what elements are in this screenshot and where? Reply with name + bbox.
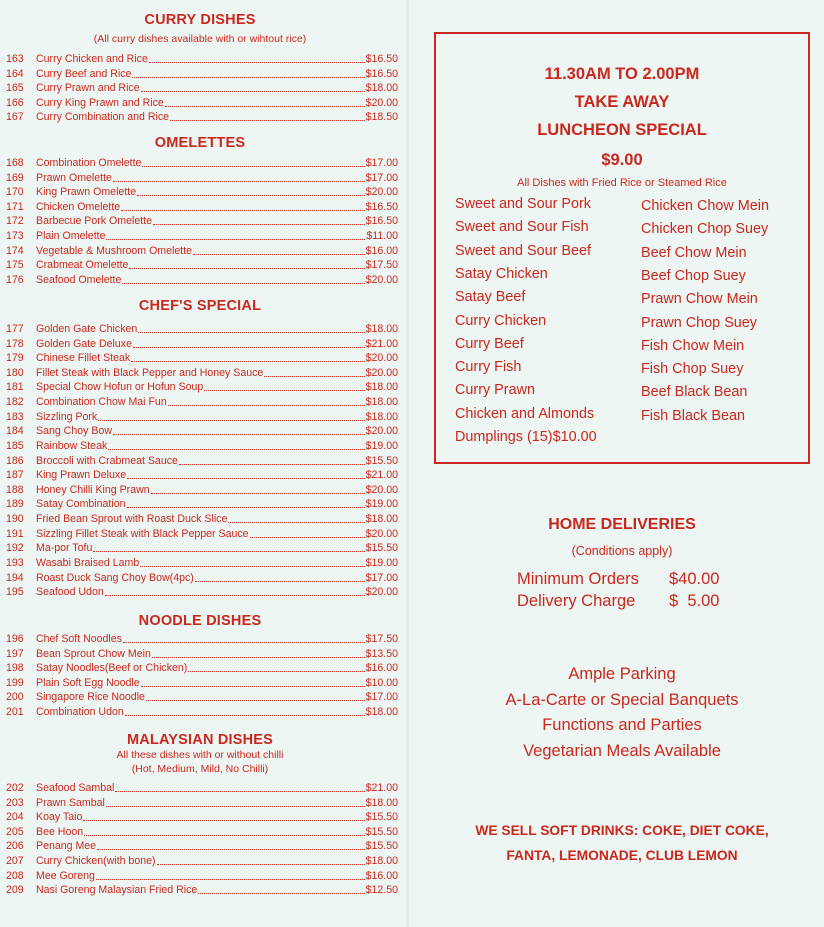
dot-leader bbox=[121, 200, 364, 211]
item-name: Plain Soft Egg Noodle bbox=[36, 676, 140, 689]
item-name: Chinese Fillet Steak bbox=[36, 352, 131, 365]
dot-leader bbox=[113, 171, 365, 182]
item-price: $15.50 bbox=[365, 825, 398, 838]
menu-item bbox=[6, 395, 398, 410]
menu-item bbox=[6, 322, 398, 337]
item-number: 187 bbox=[6, 469, 24, 482]
menu-item bbox=[6, 541, 398, 556]
item-name: Fillet Steak with Black Pepper and Honey Sauce bbox=[36, 366, 264, 379]
item-number: 206 bbox=[6, 840, 24, 853]
menu-item bbox=[6, 96, 398, 111]
menu-item bbox=[6, 351, 398, 366]
item-name: Crabmeat Omelette bbox=[36, 259, 129, 272]
menu-item bbox=[6, 468, 398, 483]
section-title: MALAYSIAN DISHES bbox=[126, 732, 274, 748]
item-price: $17.50 bbox=[365, 633, 398, 645]
item-name: Chef Soft Noodles bbox=[36, 633, 122, 645]
item-price: $20.00 bbox=[365, 527, 398, 540]
item-name: Golden Gate Deluxe bbox=[36, 337, 132, 350]
menu-item bbox=[6, 171, 398, 186]
dot-leader bbox=[195, 571, 365, 582]
deliveries-conditions: (Conditions apply) bbox=[571, 544, 673, 558]
menu-item bbox=[6, 214, 398, 229]
item-number: 194 bbox=[6, 571, 24, 584]
luncheon-item: Beef Chop Suey bbox=[641, 267, 746, 284]
menu-item bbox=[6, 527, 398, 542]
item-number: 174 bbox=[6, 244, 24, 257]
luncheon-item: Prawn Chop Suey bbox=[641, 314, 757, 331]
menu-item bbox=[6, 512, 398, 527]
dot-leader bbox=[113, 424, 365, 435]
luncheon-price: $9.00 bbox=[601, 151, 643, 169]
item-price: $20.00 bbox=[365, 273, 398, 286]
menu-item bbox=[6, 337, 398, 352]
dot-leader bbox=[97, 839, 365, 850]
item-price: $16.50 bbox=[365, 215, 398, 228]
home-deliveries-title: HOME DELIVERIES bbox=[548, 516, 696, 533]
item-name: Plain Omelette bbox=[36, 230, 106, 243]
item-number: 169 bbox=[6, 171, 24, 184]
item-price: $16.00 bbox=[365, 662, 398, 675]
menu-item bbox=[6, 632, 398, 647]
item-number: 182 bbox=[6, 396, 24, 409]
menu-item bbox=[6, 110, 398, 125]
luncheon-hours: 11.30AM TO 2.00PM bbox=[544, 65, 700, 83]
section-title: CURRY DISHES bbox=[144, 12, 256, 28]
item-price: $10.00 bbox=[365, 676, 398, 689]
item-number: 178 bbox=[6, 337, 24, 350]
dot-leader bbox=[123, 632, 365, 643]
item-number: 200 bbox=[6, 691, 24, 704]
item-name: Barbecue Pork Omelette bbox=[36, 215, 152, 228]
menu-item bbox=[6, 81, 398, 96]
item-price: $18.00 bbox=[365, 706, 398, 719]
luncheon-item: Sweet and Sour Fish bbox=[455, 219, 589, 236]
luncheon-item: Fish Black Bean bbox=[641, 407, 745, 424]
dot-leader bbox=[127, 497, 365, 508]
item-name: Prawn Sambal bbox=[36, 796, 105, 809]
item-number: 168 bbox=[6, 157, 24, 169]
item-number: 205 bbox=[6, 825, 24, 838]
item-name: Curry Chicken(with bone) bbox=[36, 855, 156, 868]
dot-leader bbox=[170, 110, 365, 121]
luncheon-item: Curry Fish bbox=[455, 359, 522, 376]
item-number: 167 bbox=[6, 111, 24, 124]
item-price: $18.00 bbox=[365, 855, 398, 868]
delivery-charge-value: $ 5.00 bbox=[669, 592, 720, 610]
item-name: Satay Combination bbox=[36, 498, 126, 511]
menu-item bbox=[6, 661, 398, 676]
dot-leader bbox=[140, 556, 364, 567]
take-away-label: TAKE AWAY bbox=[574, 93, 670, 111]
item-price: $16.50 bbox=[365, 53, 398, 65]
item-name: King Prawn Deluxe bbox=[36, 469, 127, 482]
luncheon-item: Curry Beef bbox=[455, 335, 524, 352]
item-number: 171 bbox=[6, 200, 24, 213]
item-number: 189 bbox=[6, 498, 24, 511]
dot-leader bbox=[98, 410, 364, 421]
item-price: $21.00 bbox=[365, 337, 398, 350]
item-name: Curry King Prawn and Rice bbox=[36, 96, 164, 109]
dot-leader bbox=[83, 810, 364, 821]
minimum-order-value: $40.00 bbox=[669, 570, 720, 588]
item-number: 193 bbox=[6, 556, 24, 569]
menu-item bbox=[6, 273, 398, 288]
luncheon-item: Chicken and Almonds bbox=[455, 405, 595, 422]
item-name: Wasabi Braised Lamb bbox=[36, 556, 140, 569]
item-price: $19.00 bbox=[365, 439, 398, 452]
item-name: Roast Duck Sang Choy Bow(4pc) bbox=[36, 571, 194, 584]
item-number: 201 bbox=[6, 706, 24, 719]
item-number: 183 bbox=[6, 410, 24, 423]
item-number: 180 bbox=[6, 366, 24, 379]
menu-left-column bbox=[0, 0, 404, 927]
item-name: Curry Prawn and Rice bbox=[36, 82, 140, 95]
item-number: 188 bbox=[6, 483, 24, 496]
dot-leader bbox=[146, 690, 365, 701]
item-price: $18.00 bbox=[365, 396, 398, 409]
dot-leader bbox=[84, 825, 364, 836]
item-price: $17.00 bbox=[365, 571, 398, 584]
soft-drinks-line-2: FANTA, LEMONADE, CLUB LEMON bbox=[506, 848, 738, 863]
item-number: 192 bbox=[6, 542, 24, 555]
menu-item bbox=[6, 690, 398, 705]
dot-leader bbox=[179, 454, 365, 465]
dot-leader bbox=[142, 156, 364, 167]
item-price: $18.00 bbox=[365, 796, 398, 809]
item-number: 179 bbox=[6, 352, 24, 365]
item-price: $19.00 bbox=[365, 556, 398, 569]
menu-item bbox=[6, 781, 398, 796]
section-note: All these dishes with or without chilli bbox=[116, 749, 284, 761]
item-name: Seafood Sambal bbox=[36, 782, 115, 794]
info-line-banquets: A-La-Carte or Special Banquets bbox=[505, 691, 739, 709]
item-name: Ma-por Tofu bbox=[36, 542, 93, 555]
item-price: $21.00 bbox=[365, 469, 398, 482]
item-name: Sizzling Pork bbox=[36, 410, 98, 423]
item-number: 198 bbox=[6, 662, 24, 675]
section-title: CHEF'S SPECIAL bbox=[138, 298, 262, 314]
menu-item bbox=[6, 258, 398, 273]
menu-item bbox=[6, 52, 398, 67]
item-name: Curry Combination and Rice bbox=[36, 111, 170, 124]
item-name: Curry Chicken and Rice bbox=[36, 53, 148, 65]
dot-leader bbox=[115, 781, 364, 792]
menu-item bbox=[6, 854, 398, 869]
dot-leader bbox=[152, 647, 365, 658]
item-price: $18.00 bbox=[365, 410, 398, 423]
menu-item bbox=[6, 676, 398, 691]
item-name: Special Chow Hofun or Hofun Soup bbox=[36, 381, 204, 394]
menu-item bbox=[6, 647, 398, 662]
section-note: (Hot, Medium, Mild, No Chilli) bbox=[131, 763, 269, 775]
item-number: 197 bbox=[6, 647, 24, 660]
luncheon-item: Beef Black Bean bbox=[641, 384, 748, 401]
item-name: Koay Taio bbox=[36, 811, 83, 824]
item-number: 203 bbox=[6, 796, 24, 809]
section-note: (All curry dishes available with or wihtout rice) bbox=[93, 33, 307, 45]
luncheon-item: Beef Chow Mein bbox=[641, 244, 747, 261]
delivery-charge-label: Delivery Charge bbox=[517, 592, 636, 610]
menu-item bbox=[6, 483, 398, 498]
menu-item bbox=[6, 424, 398, 439]
item-price: $20.00 bbox=[365, 96, 398, 109]
luncheon-item: Chicken Chop Suey bbox=[641, 221, 769, 238]
dot-leader bbox=[198, 883, 364, 894]
item-name: Combination Omelette bbox=[36, 157, 142, 169]
info-line-parking: Ample Parking bbox=[568, 665, 676, 683]
menu-item bbox=[6, 366, 398, 381]
dot-leader bbox=[127, 468, 365, 479]
dot-leader bbox=[151, 483, 365, 494]
menu-item bbox=[6, 705, 398, 720]
item-name: Satay Noodles(Beef or Chicken) bbox=[36, 662, 188, 675]
item-price: $17.00 bbox=[365, 157, 398, 169]
item-price: $16.00 bbox=[365, 244, 398, 257]
menu-item bbox=[6, 185, 398, 200]
item-price: $11.00 bbox=[366, 230, 398, 243]
menu-item bbox=[6, 796, 398, 811]
dot-leader bbox=[106, 229, 365, 240]
item-name: Sizzling Fillet Steak with Black Pepper Sauce bbox=[36, 527, 249, 540]
item-name: Combination Udon bbox=[36, 706, 124, 719]
item-number: 207 bbox=[6, 855, 24, 868]
item-number: 170 bbox=[6, 186, 24, 199]
soft-drinks-line-1: WE SELL SOFT DRINKS: COKE, DIET COKE, bbox=[475, 823, 769, 838]
dot-leader bbox=[131, 351, 364, 362]
dot-leader bbox=[141, 676, 365, 687]
item-name: Chicken Omelette bbox=[36, 200, 121, 213]
menu-item bbox=[6, 571, 398, 586]
item-price: $18.00 bbox=[365, 323, 398, 335]
luncheon-item: Fish Chop Suey bbox=[641, 361, 744, 378]
menu-item bbox=[6, 244, 398, 259]
menu-item bbox=[6, 497, 398, 512]
dot-leader bbox=[149, 52, 365, 63]
menu-item bbox=[6, 156, 398, 171]
menu-item bbox=[6, 839, 398, 854]
item-price: $16.50 bbox=[365, 200, 398, 213]
item-number: 177 bbox=[6, 323, 24, 335]
item-number: 184 bbox=[6, 425, 24, 438]
luncheon-item: Dumplings (15)$10.00 bbox=[455, 429, 597, 445]
item-number: 173 bbox=[6, 230, 24, 243]
item-price: $20.00 bbox=[365, 186, 398, 199]
item-name: Vegetable & Mushroom Omelette bbox=[36, 244, 193, 257]
menu-item bbox=[6, 825, 398, 840]
item-number: 181 bbox=[6, 381, 24, 394]
item-price: $16.50 bbox=[365, 67, 398, 80]
dot-leader bbox=[108, 439, 364, 450]
minimum-order-row bbox=[517, 570, 720, 589]
luncheon-note: All Dishes with Fried Rice or Steamed Rice bbox=[517, 177, 727, 189]
dot-leader bbox=[93, 541, 364, 552]
dot-leader bbox=[165, 96, 365, 107]
dot-leader bbox=[129, 258, 364, 269]
item-price: $20.00 bbox=[365, 352, 398, 365]
item-name: Mee Goreng bbox=[36, 869, 95, 882]
item-number: 208 bbox=[6, 869, 24, 882]
luncheon-item: Sweet and Sour Beef bbox=[455, 242, 592, 259]
item-price: $20.00 bbox=[365, 366, 398, 379]
info-line-functions: Functions and Parties bbox=[542, 716, 702, 734]
item-price: $19.00 bbox=[365, 498, 398, 511]
item-name: Seafood Udon bbox=[36, 586, 104, 599]
dot-leader bbox=[122, 273, 364, 284]
item-number: 186 bbox=[6, 454, 24, 467]
item-price: $20.00 bbox=[365, 425, 398, 438]
item-number: 195 bbox=[6, 586, 24, 599]
item-number: 199 bbox=[6, 676, 24, 689]
section-title: OMELETTES bbox=[154, 135, 246, 151]
dot-leader bbox=[105, 585, 365, 596]
menu-item bbox=[6, 585, 398, 600]
item-price: $16.00 bbox=[365, 869, 398, 882]
menu-item bbox=[6, 883, 398, 898]
item-price: $15.50 bbox=[365, 840, 398, 853]
item-name: Curry Beef and Rice bbox=[36, 67, 132, 80]
dot-leader bbox=[138, 322, 364, 333]
item-price: $20.00 bbox=[365, 586, 398, 599]
item-price: $17.50 bbox=[365, 259, 398, 272]
luncheon-item: Fish Chow Mein bbox=[641, 337, 745, 354]
dot-leader bbox=[188, 661, 364, 672]
item-price: $20.00 bbox=[365, 483, 398, 496]
item-name: Broccoli with Crabmeat Sauce bbox=[36, 454, 178, 467]
menu-item bbox=[6, 556, 398, 571]
dot-leader bbox=[228, 512, 364, 523]
item-number: 172 bbox=[6, 215, 24, 228]
item-price: $15.50 bbox=[365, 811, 398, 824]
menu-item bbox=[6, 200, 398, 215]
item-price: $18.00 bbox=[365, 82, 398, 95]
dot-leader bbox=[96, 869, 365, 880]
item-name: Nasi Goreng Malaysian Fried Rice bbox=[36, 884, 198, 897]
dot-leader bbox=[132, 67, 364, 78]
delivery-charge-row bbox=[517, 592, 720, 611]
dot-leader bbox=[137, 185, 364, 196]
section-title: NOODLE DISHES bbox=[138, 613, 262, 629]
dot-leader bbox=[168, 395, 365, 406]
dot-leader bbox=[106, 796, 365, 807]
item-price: $18.50 bbox=[365, 111, 398, 124]
menu-item bbox=[6, 67, 398, 82]
item-number: 202 bbox=[6, 782, 24, 794]
luncheon-item: Curry Chicken bbox=[455, 312, 547, 329]
menu-item bbox=[6, 410, 398, 425]
item-name: Golden Gate Chicken bbox=[36, 323, 138, 335]
item-number: 165 bbox=[6, 82, 24, 95]
item-number: 185 bbox=[6, 439, 24, 452]
menu-item bbox=[6, 869, 398, 884]
minimum-order-label: Minimum Orders bbox=[517, 570, 639, 588]
luncheon-item: Chicken Chow Mein bbox=[641, 198, 769, 214]
column-divider bbox=[406, 0, 409, 927]
luncheon-item: Sweet and Sour Pork bbox=[455, 196, 591, 212]
item-name: Bean Sprout Chow Mein bbox=[36, 647, 151, 660]
luncheon-special-box bbox=[434, 32, 810, 464]
luncheon-item: Curry Prawn bbox=[455, 382, 535, 399]
item-name: Combination Chow Mai Fun bbox=[36, 396, 167, 409]
item-name: Prawn Omelette bbox=[36, 171, 112, 184]
dot-leader bbox=[125, 705, 365, 716]
luncheon-title: LUNCHEON SPECIAL bbox=[537, 121, 707, 139]
item-price: $21.00 bbox=[365, 782, 398, 794]
item-number: 176 bbox=[6, 273, 24, 286]
item-name: Singapore Rice Noodle bbox=[36, 691, 145, 704]
dot-leader bbox=[133, 337, 365, 348]
item-price: $18.00 bbox=[365, 513, 398, 526]
item-name: Rainbow Steak bbox=[36, 439, 108, 452]
menu-item bbox=[6, 454, 398, 469]
dot-leader bbox=[141, 81, 365, 92]
dot-leader bbox=[193, 244, 365, 255]
item-number: 175 bbox=[6, 259, 24, 272]
item-name: Fried Bean Sprout with Roast Duck Slice bbox=[36, 513, 228, 526]
dot-leader bbox=[250, 527, 365, 538]
item-number: 209 bbox=[6, 884, 24, 897]
item-price: $13.50 bbox=[365, 647, 398, 660]
item-price: $18.00 bbox=[365, 381, 398, 394]
item-price: $12.50 bbox=[365, 884, 398, 897]
item-number: 166 bbox=[6, 96, 24, 109]
item-number: 190 bbox=[6, 513, 24, 526]
info-line-vegetarian: Vegetarian Meals Available bbox=[523, 742, 721, 760]
item-name: Seafood Omelette bbox=[36, 273, 122, 286]
dot-leader bbox=[264, 366, 364, 377]
item-name: Sang Choy Bow bbox=[36, 425, 112, 438]
menu-item bbox=[6, 810, 398, 825]
dot-leader bbox=[204, 380, 364, 391]
item-name: Penang Mee bbox=[36, 840, 97, 853]
luncheon-item: Satay Chicken bbox=[455, 265, 548, 282]
luncheon-item: Satay Beef bbox=[455, 289, 526, 306]
item-name: Honey Chilli King Prawn bbox=[36, 483, 150, 496]
item-name: Bee Hoon bbox=[36, 825, 84, 838]
menu-item bbox=[6, 439, 398, 454]
luncheon-item: Prawn Chow Mein bbox=[641, 291, 758, 308]
dot-leader bbox=[157, 854, 365, 865]
item-number: 204 bbox=[6, 811, 24, 824]
item-price: $17.00 bbox=[365, 691, 398, 704]
menu-item bbox=[6, 229, 398, 244]
item-number: 164 bbox=[6, 67, 24, 80]
dot-leader bbox=[153, 214, 365, 225]
menu-item bbox=[6, 380, 398, 395]
item-number: 163 bbox=[6, 53, 24, 65]
item-price: $17.00 bbox=[365, 171, 398, 184]
item-name: King Prawn Omelette bbox=[36, 186, 137, 199]
item-price: $15.50 bbox=[365, 454, 398, 467]
item-price: $15.50 bbox=[365, 542, 398, 555]
item-number: 196 bbox=[6, 633, 24, 645]
item-number: 191 bbox=[6, 527, 24, 540]
